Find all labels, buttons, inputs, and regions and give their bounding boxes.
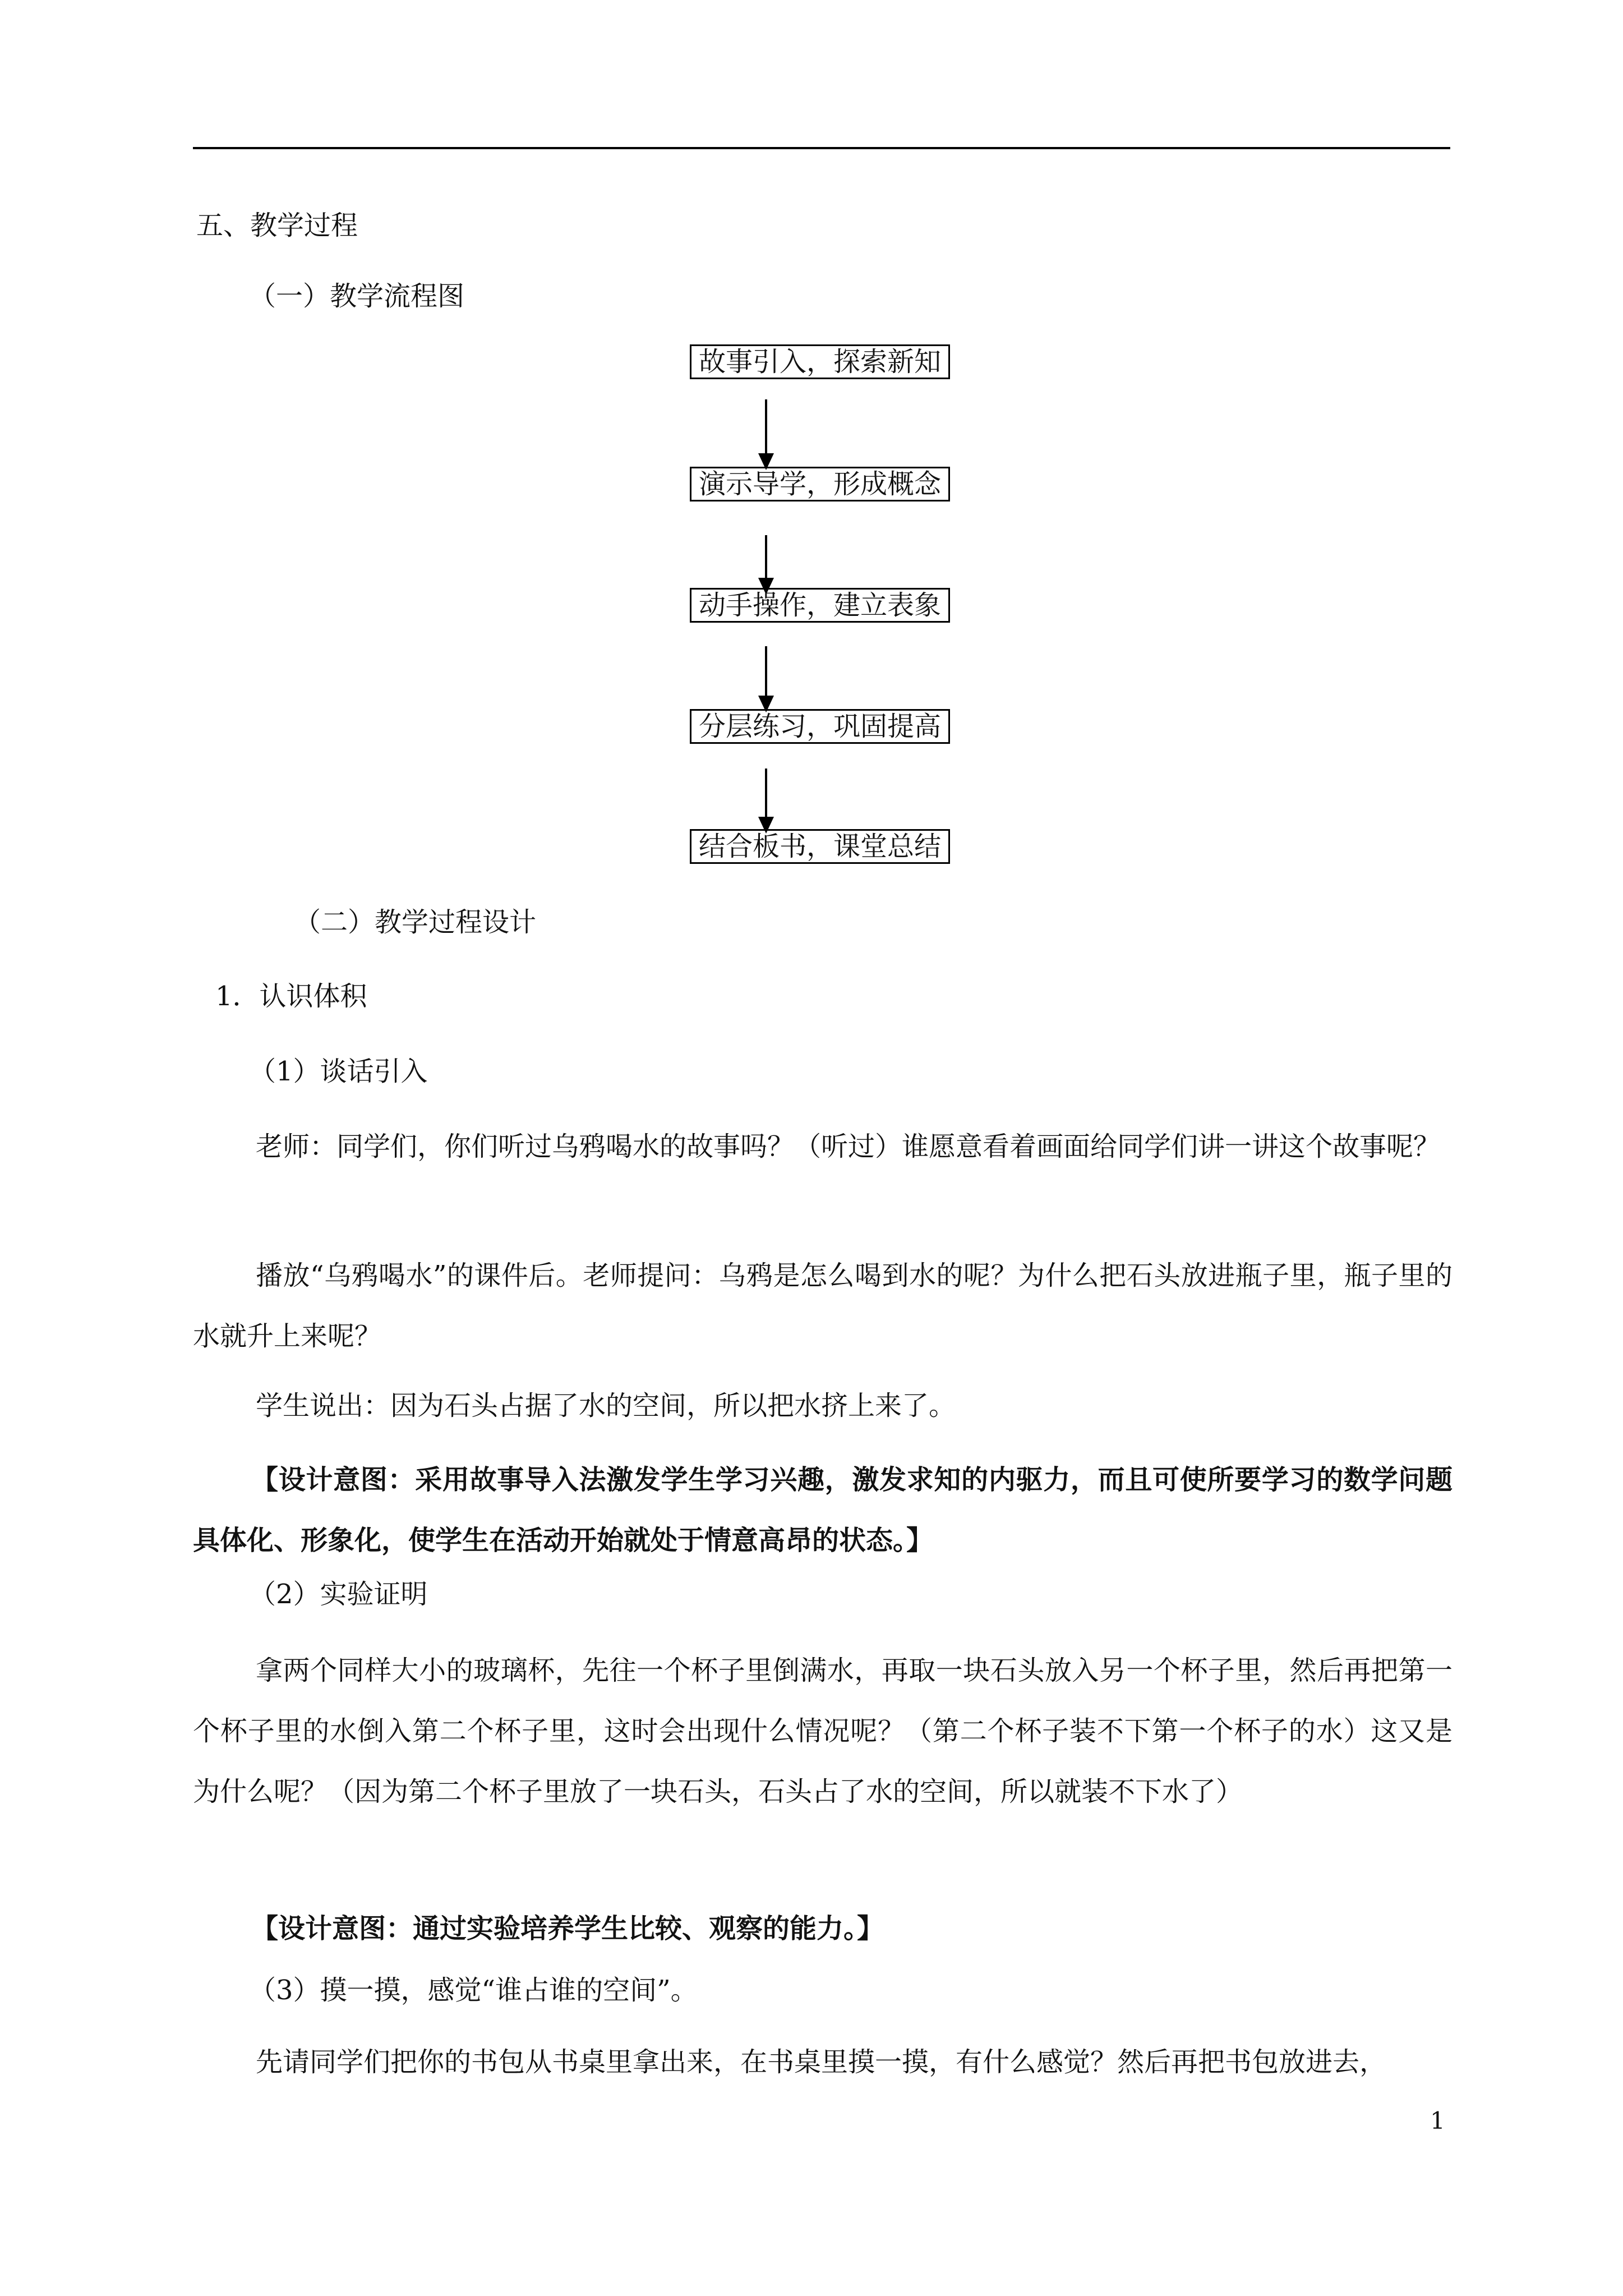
design-intent-1: 【设计意图：采用故事导入法激发学生学习兴趣，激发求知的内驱力，而且可使所要学习的数学问题具体化、形象化，使学生在活动开始就处于情意高昂的状态。】: [193, 1464, 1453, 1556]
design-intent-2: 【设计意图：通过实验培养学生比较、观察的能力。】: [251, 1913, 884, 1944]
subsection-3-title: （3）摸一摸，感觉“谁占谁的空间”。: [249, 1975, 698, 2006]
section-title: 五、教学过程: [196, 210, 358, 241]
flow-step-3: 动手操作，建立表象: [690, 588, 950, 623]
paragraph-3: 学生说出：因为石头占据了水的空间，所以把水挤上来了。: [256, 1390, 956, 1421]
flow-arrow-4: [765, 769, 767, 819]
subsection-2-title: （2）实验证明: [249, 1579, 428, 1610]
part1-title: 1．认识体积: [215, 981, 367, 1012]
paragraph-1: 老师：同学们，你们听过乌鸦喝水的故事吗？（听过）谁愿意看着画面给同学们讲一讲这个故事呢？: [256, 1131, 1441, 1162]
subsection-1-title: （1）谈话引入: [249, 1056, 428, 1087]
flow-arrow-3: [765, 646, 767, 698]
design-heading: （二）教学过程设计: [294, 907, 537, 938]
flow-arrow-2: [765, 535, 767, 580]
flowchart-heading: （一）教学流程图: [249, 280, 465, 312]
flow-arrow-1: [765, 399, 767, 457]
paragraph-2: 播放“乌鸦喝水”的课件后。老师提问：乌鸦是怎么喝到水的呢？为什么把石头放进瓶子里，瓶子里的水就升上来呢？: [193, 1260, 1453, 1352]
flow-step-2: 演示导学，形成概念: [690, 467, 950, 501]
flow-step-5: 结合板书，课堂总结: [690, 829, 950, 864]
header-rule: [193, 147, 1450, 149]
flow-step-1: 故事引入，探索新知: [690, 344, 950, 379]
paragraph-5: 拿两个同样大小的玻璃杯，先往一个杯子里倒满水，再取一块石头放入另一个杯子里，然后再把第一个杯子里的水倒入第二个杯子里，这时会出现什么情况呢？（第二个杯子装不下第一个杯子的水）这又是为什么呢？（因为第二个杯子里放了一块石头，石头占了水的空间，所以就装不下水了）: [193, 1655, 1453, 1807]
page-number: 1: [1430, 2107, 1445, 2134]
flow-step-4: 分层练习，巩固提高: [690, 709, 950, 744]
paragraph-7: 先请同学们把你的书包从书桌里拿出来，在书桌里摸一摸，有什么感觉？然后再把书包放进去，: [256, 2046, 1387, 2078]
